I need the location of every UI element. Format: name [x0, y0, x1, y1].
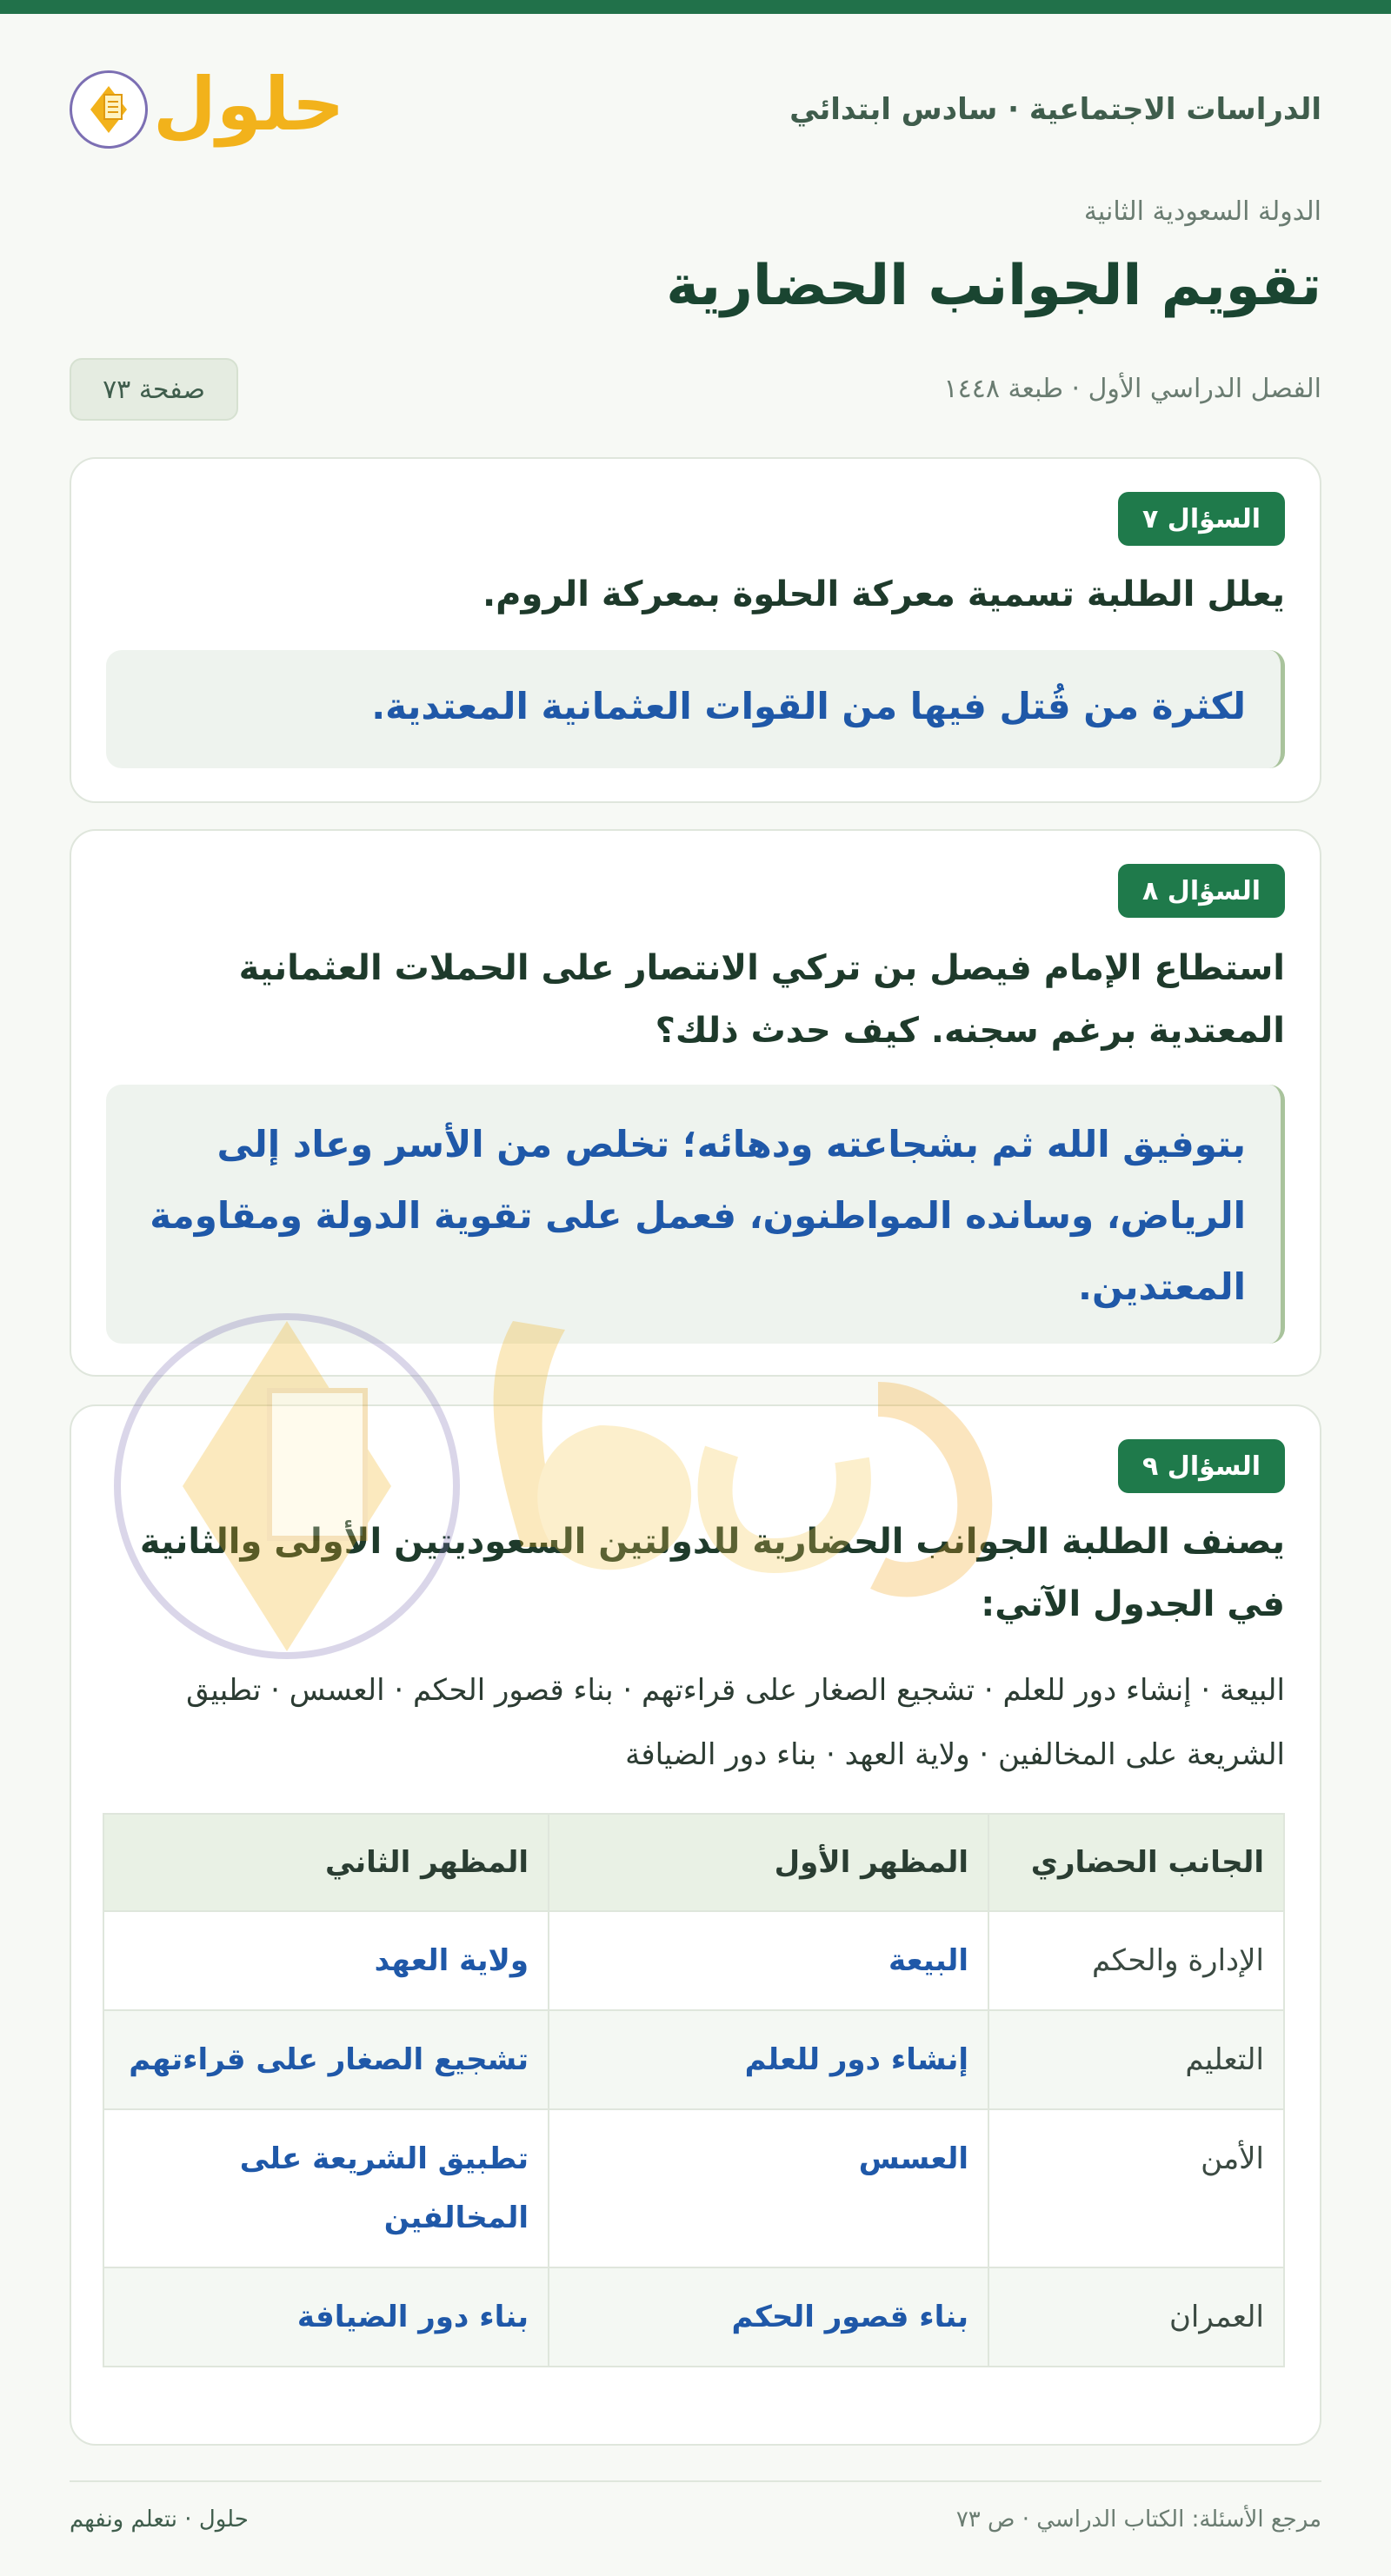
- answer-box: [106, 650, 1285, 768]
- choices-list: البيعة · إنشاء دور للعلم · تشجيع الصغار على قراءتهم · بناء قصور الحكم · العسس · تطبيق الشريعة على المخالفين · ولاية العهد · بناء دور الضيافة: [186, 1673, 1285, 1772]
- aspect-cell: العمران: [988, 2267, 1284, 2367]
- column-header: المظهر الأول: [549, 1814, 988, 1911]
- table-row: [103, 1911, 1284, 2010]
- table-row: [103, 2010, 1284, 2109]
- second-manifestation-cell: تشجيع الصغار على قراءتهم: [103, 2010, 549, 2109]
- first-manifestation-cell: بناء قصور الحكم: [549, 2267, 988, 2367]
- logo-wordmark: حلول: [153, 62, 345, 147]
- page-number-badge: صفحة ٧٣: [70, 358, 238, 421]
- first-manifestation-cell: العسس: [549, 2109, 988, 2267]
- question-text: يعلل الطلبة تسمية معركة الحلوة بمعركة الروم.: [482, 574, 1285, 614]
- aspect-cell: الإدارة والحكم: [988, 1911, 1284, 2010]
- table-row: [103, 2109, 1284, 2267]
- book-icon: [70, 70, 148, 149]
- question-card-7: [70, 457, 1321, 803]
- first-manifestation-cell: إنشاء دور للعلم: [549, 2010, 988, 2109]
- aspect-cell: التعليم: [988, 2010, 1284, 2109]
- aspect-cell: الأمن: [988, 2109, 1284, 2267]
- second-manifestation-cell: تطبيق الشريعة على المخالفين: [103, 2109, 549, 2267]
- question-card-9: [70, 1404, 1321, 2446]
- classification-table: [103, 1813, 1285, 2367]
- footer-reference: مرجع الأسئلة: الكتاب الدراسي · ص ٧٣: [955, 2506, 1321, 2533]
- answer-text: لكثرة من قُتل فيها من القوات العثمانية المعتدية.: [371, 685, 1246, 727]
- unit-label: الدولة السعودية الثانية: [1083, 196, 1321, 227]
- question-text: استطاع الإمام فيصل بن تركي الانتصار على الحملات العثمانية المعتدية برغم سجنه. كيف حدث ذلك؟: [238, 948, 1285, 1051]
- question-badge: السؤال ٧: [1118, 492, 1285, 546]
- page-header: [70, 57, 1321, 162]
- footer-divider: [70, 2480, 1321, 2482]
- question-text: يصنف الطلبة الجوانب الحضارية للدولتين السعوديتين الأولى والثانية في الجدول الآتي:: [139, 1522, 1285, 1624]
- question-card-8: [70, 829, 1321, 1377]
- column-header: المظهر الثاني: [103, 1814, 549, 1911]
- question-badge: السؤال ٩: [1118, 1439, 1285, 1493]
- answer-text: بتوفيق الله ثم بشجاعته ودهائه؛ تخلص من الأسر وعاد إلى الرياض، وسانده المواطنون، فعمل على تقوية الدولة ومقاومة المعتدين.: [150, 1123, 1246, 1308]
- edition-meta: الفصل الدراسي الأول · طبعة ١٤٤٨: [943, 374, 1321, 404]
- column-header: الجانب الحضاري: [988, 1814, 1284, 1911]
- question-badge: السؤال ٨: [1118, 864, 1285, 918]
- answer-box: [106, 1085, 1285, 1344]
- top-accent-bar: [0, 0, 1391, 14]
- hulul-logo[interactable]: [70, 62, 345, 149]
- second-manifestation-cell: ولاية العهد: [103, 1911, 549, 2010]
- page-title: تقويم الجوانب الحضارية: [666, 254, 1321, 318]
- second-manifestation-cell: بناء دور الضيافة: [103, 2267, 549, 2367]
- table-row: [103, 2267, 1284, 2367]
- table-header-row: [103, 1814, 1284, 1911]
- footer-tagline: حلول · نتعلم ونفهم: [70, 2506, 249, 2533]
- first-manifestation-cell: البيعة: [549, 1911, 988, 2010]
- subject-label: الدراسات الاجتماعية · سادس ابتدائي: [789, 92, 1321, 127]
